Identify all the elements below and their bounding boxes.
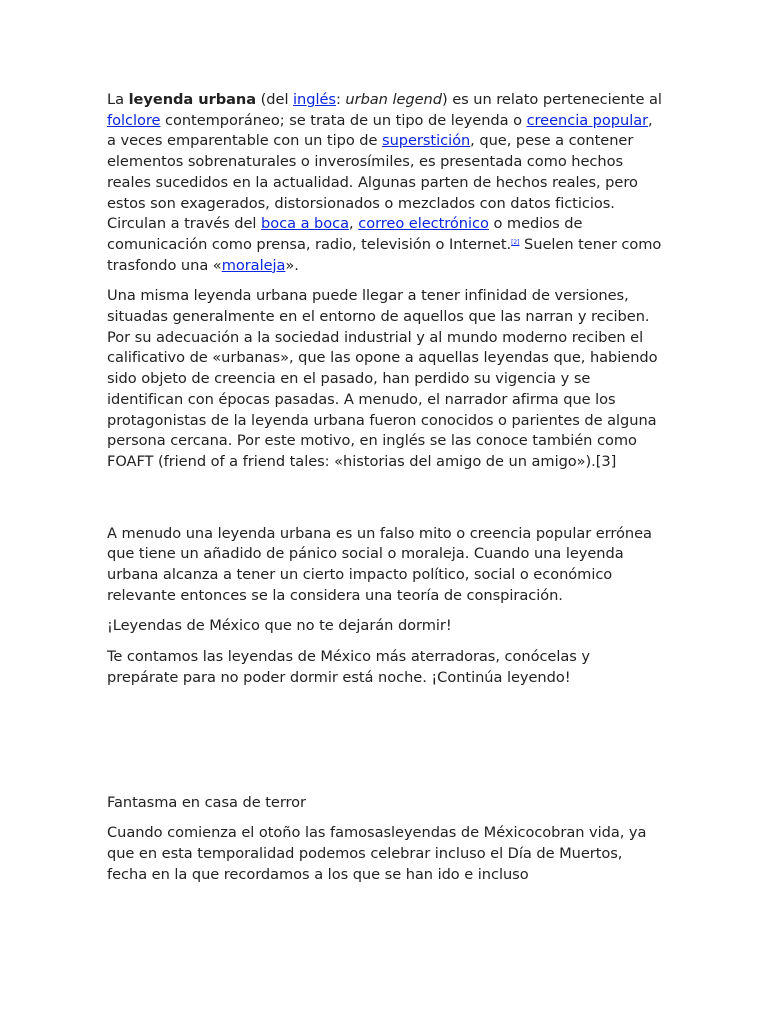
link-boca-a-boca[interactable]: boca a boca	[261, 215, 350, 233]
paragraph-subtitle: Fantasma en casa de terror	[107, 793, 306, 811]
paragraph-intro	[107, 90, 663, 276]
paragraph-heading-leyendas: ¡Leyendas de México que no te dejarán dormir!	[107, 617, 452, 635]
paragraph-otono: Cuando comienza el otoño las famosasleyendas de Méxicocobran vida, ya que en esta temporalidad podemos celebrar incluso el Día de Muertos, fecha en la que recordamos a los que se han ido e incluso	[107, 824, 647, 883]
text-run: ,	[349, 215, 359, 233]
paragraph-mito: A menudo una leyenda urbana es un falso mito o creencia popular errónea que tiene un añadido de pánico social o moraleja. Cuando una leyenda urbana alcanza a tener un cierto impacto político, social o económico relevante entonces se la considera una teoría de conspiración.	[107, 524, 652, 604]
text-run: ) es un relato perteneciente al	[441, 91, 662, 108]
text-run: , que, pese a contener elementos sobrenaturales o inverosímiles, es presentada como hechos reales sucedidos en la actualidad. Algunas parten de hechos reales, pero estos son exagerados, distorsionados o mezclados con datos ficticios. Circulan a través del	[107, 132, 638, 233]
text-run: (del	[256, 91, 294, 108]
text-run: :	[335, 91, 346, 108]
text-run: La	[107, 91, 129, 108]
link-folclore[interactable]: folclore	[107, 111, 161, 129]
link-creencia-popular[interactable]: creencia popular	[526, 111, 649, 129]
document-body	[107, 90, 663, 895]
spacer	[107, 483, 663, 524]
link-ingles[interactable]: inglés	[293, 91, 336, 108]
text-run: Suelen tener como trasfondo una «	[107, 235, 662, 274]
link-moraleja[interactable]: moraleja	[221, 256, 286, 274]
italic-term: urban legend	[345, 91, 442, 108]
text-run: contemporáneo; se trata de un tipo de leyenda o	[160, 111, 527, 129]
paragraph-versions: Una misma leyenda urbana puede llegar a tener infinidad de versiones, situadas generalmente en el entorno de aquellos que las narran y reciben. Por su adecuación a la sociedad industrial y al mundo moderno reciben el calificativo de «urbanas», que las opone a aquellas leyendas que, habiendo sido objeto de creencia en el pasado, han perdido su vigencia y se identifican con épocas pasadas. A menudo, el narrador afirma que los protagonistas de la leyenda urbana fueron conocidos o parientes de alguna persona cercana. Por este motivo, en inglés se las conoce también como FOAFT (friend of a friend tales: «historias del amigo de un amigo»).[3]	[107, 287, 658, 470]
spacer	[107, 699, 663, 793]
link-supersticion[interactable]: superstición	[382, 132, 471, 150]
link-correo-electronico[interactable]: correo electrónico	[358, 215, 489, 233]
text-run: o medios de comunicación como prensa, radio, televisión o Internet.	[107, 215, 583, 253]
footnote-link[interactable]: [2]	[511, 238, 520, 246]
text-run: , a veces emparentable con un tipo de	[107, 111, 653, 150]
paragraph-intro-leyendas: Te contamos las leyendas de México más aterradoras, conócelas y prepárate para no poder dormir está noche. ¡Continúa leyendo!	[107, 648, 590, 686]
bold-term: leyenda urbana	[128, 91, 257, 108]
text-run: ».	[285, 256, 299, 274]
